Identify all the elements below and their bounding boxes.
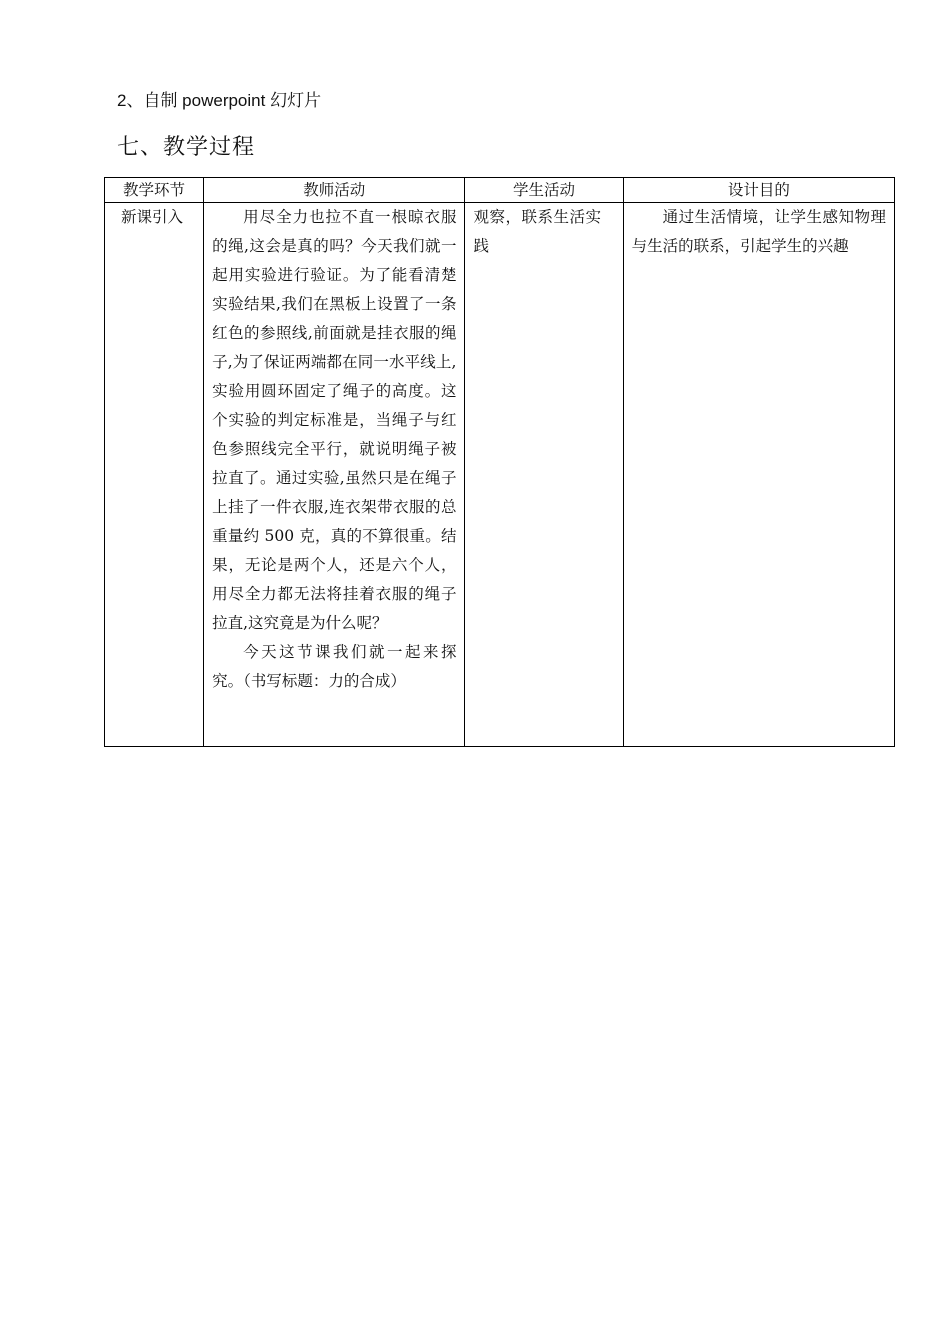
teacher-paragraph: 今天这节课我们就一起来探究。（书写标题：力的合成） bbox=[212, 643, 457, 690]
design-purpose-text: 通过生活情境，让学生感知物理与生活的联系，引起学生的兴趣 bbox=[631, 208, 886, 255]
section-title: 七、教学过程 bbox=[117, 135, 256, 160]
stage-text: 新课引入 bbox=[121, 208, 184, 226]
teacher-activity-cell bbox=[204, 203, 465, 747]
design-purpose-cell bbox=[623, 203, 894, 747]
prep-item: 2、自制 powerpoint 幻灯片 bbox=[117, 91, 322, 110]
header-student-activity: 学生活动 bbox=[465, 178, 623, 203]
teacher-paragraph: 用尽全力也拉不直一根晾衣服的绳,这会是真的吗？今天我们就一起用实验进行验证。为了能看清楚实验结果,我们在黑板上设置了一条红色的参照线,前面就是挂衣服的绳子,为了保证两端都在同一水平线上,实验用圆环固定了绳子的高度。这个实验的判定标准是，当绳子与红色参照线完全平行，就说明绳子被拉直了。通过实验,虽然只是在绳子上挂了一件衣服,连衣架带衣服的总重量约 500 克，真的不算很重。结果，无论是两个人，还是六个人，用尽全力都无法将挂着衣服的绳子拉直,这究竟是为什么呢？ bbox=[212, 208, 457, 632]
student-activity-cell bbox=[465, 203, 623, 747]
student-activity-text: 观察，联系生活实践 bbox=[473, 208, 602, 255]
teaching-process-table bbox=[104, 177, 895, 747]
header-design-purpose: 设计目的 bbox=[623, 178, 894, 203]
header-teacher-activity: 教师活动 bbox=[204, 178, 465, 203]
stage-cell bbox=[105, 203, 204, 747]
table-row bbox=[105, 203, 895, 747]
header-stage: 教学环节 bbox=[105, 178, 204, 203]
table-header-row bbox=[105, 178, 895, 203]
